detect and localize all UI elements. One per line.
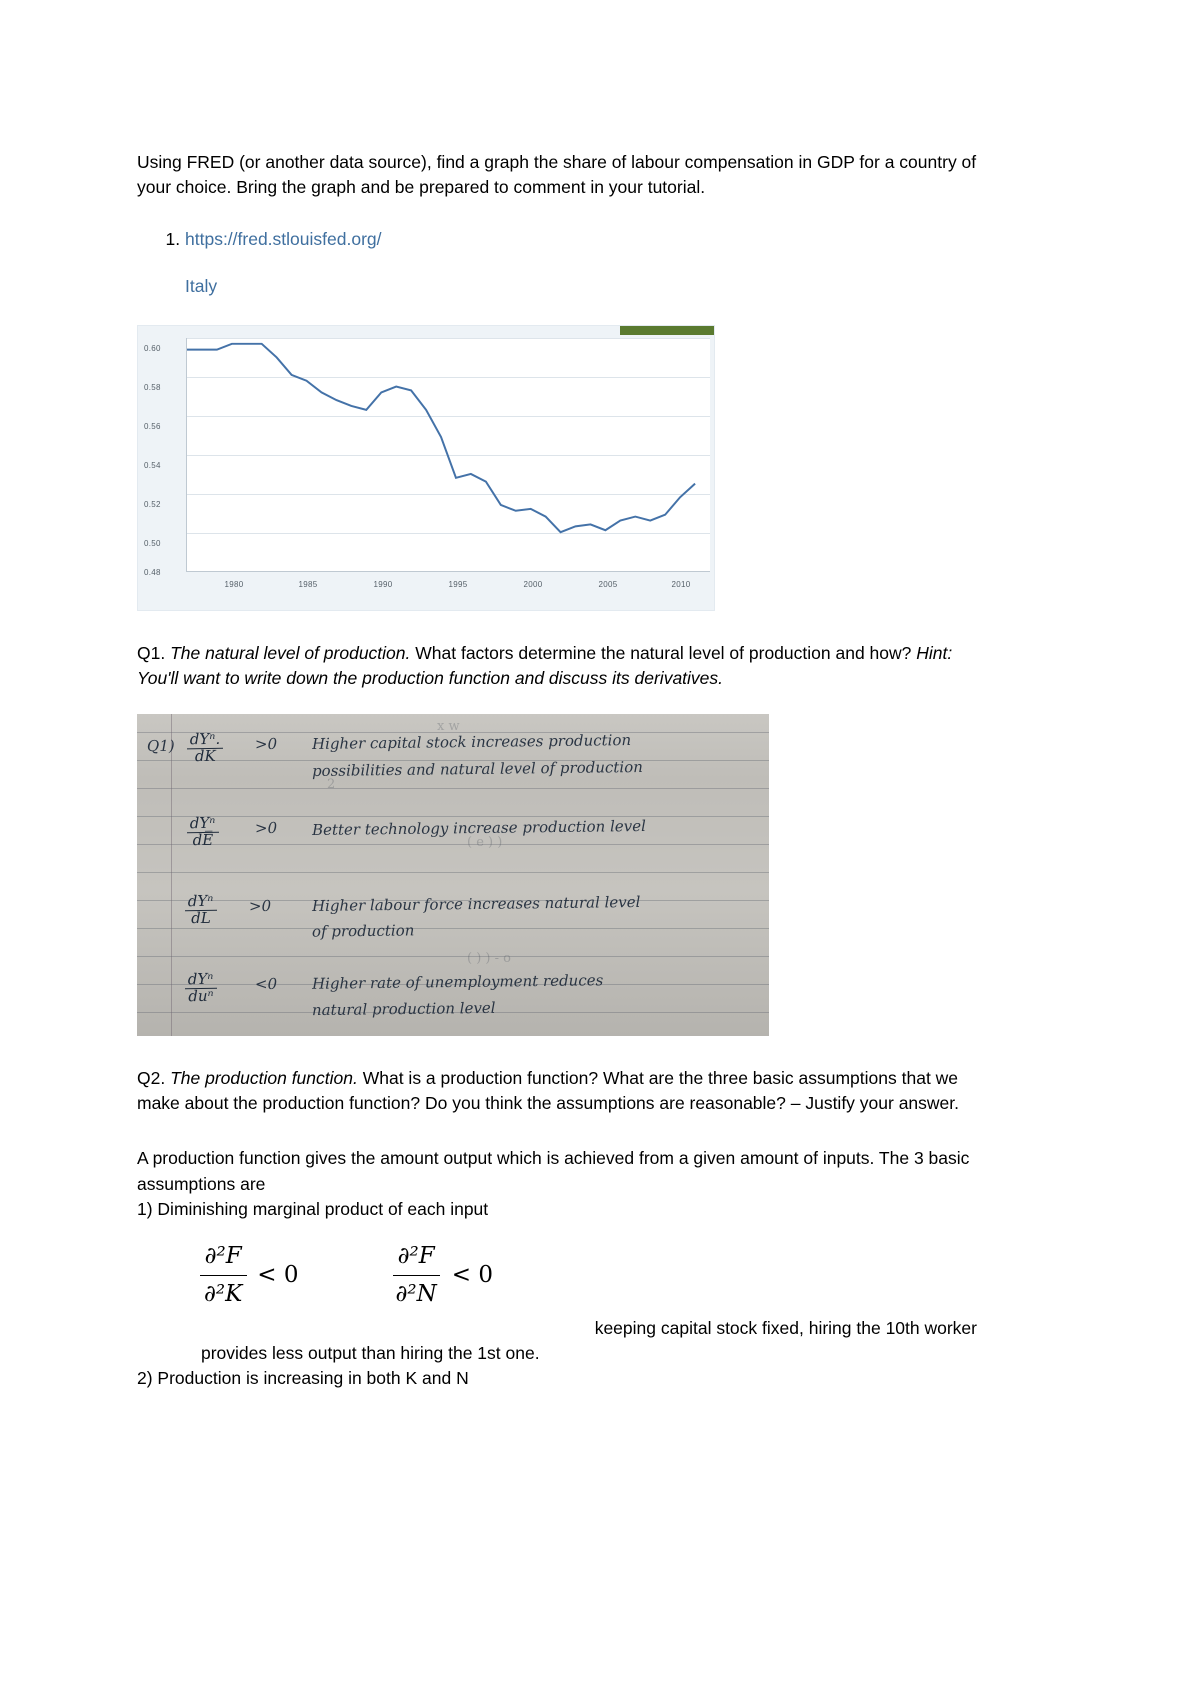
hw-derivative-3 <box>185 893 217 926</box>
x-tick-label: 1985 <box>298 579 318 589</box>
x-tick-label: 1990 <box>373 579 393 589</box>
math-relation: < 0 <box>451 1261 493 1288</box>
math-expression-k <box>199 1240 299 1310</box>
x-tick-label: 2010 <box>671 579 691 589</box>
hw-frac-numerator: dYⁿ <box>187 815 219 832</box>
q2-label: Q2. <box>137 1067 166 1088</box>
country-label: Italy <box>185 276 218 297</box>
q1-label: Q1. <box>137 642 166 663</box>
math-numerator: ∂²F <box>200 1240 247 1276</box>
hw-frac-denominator: duⁿ <box>188 986 214 1005</box>
x-tick-label: 2005 <box>598 579 618 589</box>
math-numerator: ∂²F <box>393 1240 440 1276</box>
hw-derivative-1 <box>187 731 224 764</box>
y-tick-label: 0.60 <box>144 343 161 353</box>
document-content <box>137 150 977 1391</box>
hw-text-4b: natural production level <box>311 998 496 1019</box>
hw-text-4a: Higher rate of unemployment reduces <box>311 970 604 993</box>
hw-frac-denominator: dE̅ <box>192 830 214 849</box>
hw-frac-numerator: dYⁿ <box>185 971 217 988</box>
q1-text: What factors determine the natural level of production and how? <box>410 642 917 663</box>
hw-relation-1: >0 <box>254 734 278 753</box>
x-tick-label: 2000 <box>523 579 543 589</box>
a2-point-2: 2) Production is increasing in both K and N <box>137 1368 469 1389</box>
chart-header-bar <box>620 326 714 335</box>
math-expressions <box>199 1240 977 1310</box>
y-tick-label: 0.56 <box>144 421 161 431</box>
handwritten-answer-photo: x w 2 ( e ) ) ( ) ) - o Q1) dYⁿ. dK >0 Higher capital stock increases production possibilities and natural level of production dYⁿ dE̅ >0 Better technology increase production level dYⁿ dL >0 Higher labour force increases natural level of production dYⁿ duⁿ <0 Higher rate of unemployment reduces natural production level <box>137 714 769 1036</box>
hw-text-1a: Higher capital stock increases production <box>311 730 632 753</box>
y-tick-label: 0.52 <box>144 499 161 509</box>
q2-title: The production function. <box>170 1067 358 1088</box>
x-tick-label: 1995 <box>448 579 468 589</box>
hw-frac-numerator: dYⁿ. <box>187 731 224 748</box>
answer-2-tail <box>137 1316 977 1391</box>
hw-frac-numerator: dYⁿ <box>185 893 217 910</box>
intro-paragraph: Using FRED (or another data source), find a graph the share of labour compensation in GDP for a country of your choice. Bring the graph and be prepared to comment in your tutorial. <box>137 152 977 198</box>
question-1 <box>137 641 977 692</box>
partial-derivative-n <box>391 1240 442 1310</box>
q2-text: What is a production function? What are the three basic assumptions that we make about the production function? Do you think the assumptions are reasonable? – Justify your answer. <box>137 1067 960 1114</box>
math-relation: < 0 <box>257 1261 299 1288</box>
hw-frac-denominator: dL <box>190 908 211 927</box>
partial-derivative-k <box>199 1240 247 1310</box>
hw-question-marker: Q1) <box>146 736 175 755</box>
y-tick-label: 0.50 <box>144 538 161 548</box>
a2-tail-line-1: keeping capital stock fixed, hiring the 10th worker <box>594 1318 977 1339</box>
q1-hint: Hint: You'll want to write down the production function and discuss its derivatives. <box>137 642 953 689</box>
y-tick-label: 0.48 <box>144 567 161 577</box>
math-denominator: ∂²K <box>204 1280 243 1307</box>
answer-2-paragraph <box>137 1146 977 1222</box>
hw-text-3a: Higher labour force increases natural level <box>311 892 641 915</box>
a2-tail-line-2: provides less output than hiring the 1st one. <box>201 1343 540 1364</box>
margin-line <box>171 714 172 1036</box>
a2-para: A production function gives the amount output which is achieved from a given amount of inputs. The 3 basic assumptions are <box>137 1148 970 1194</box>
math-denominator: ∂²N <box>395 1280 437 1307</box>
hw-text-3b: of production <box>311 921 415 941</box>
hw-text-1b: possibilities and natural level of production <box>311 757 643 780</box>
question-2 <box>137 1066 977 1117</box>
hw-derivative-2 <box>187 815 219 848</box>
fred-chart <box>137 325 715 611</box>
x-tick-label: 1980 <box>224 579 244 589</box>
hw-text-2a: Better technology increase production level <box>311 816 646 839</box>
hw-relation-3: >0 <box>248 896 272 915</box>
chart-plot-area <box>186 338 710 572</box>
hw-relation-4: <0 <box>254 974 278 993</box>
fred-link[interactable]: https://fred.stlouisfed.org/ <box>185 228 382 249</box>
hw-relation-2: >0 <box>254 818 278 837</box>
source-list <box>137 227 977 299</box>
list-item <box>185 227 977 299</box>
chart-line-series <box>187 338 710 571</box>
math-expression-n <box>391 1240 493 1310</box>
q1-title: The natural level of production. <box>170 642 411 663</box>
hw-frac-denominator: dK <box>194 746 216 765</box>
y-tick-label: 0.54 <box>144 460 161 470</box>
a2-point-1: 1) Diminishing marginal product of each input <box>137 1199 489 1220</box>
y-tick-label: 0.58 <box>144 382 161 392</box>
hw-derivative-4 <box>185 971 217 1004</box>
